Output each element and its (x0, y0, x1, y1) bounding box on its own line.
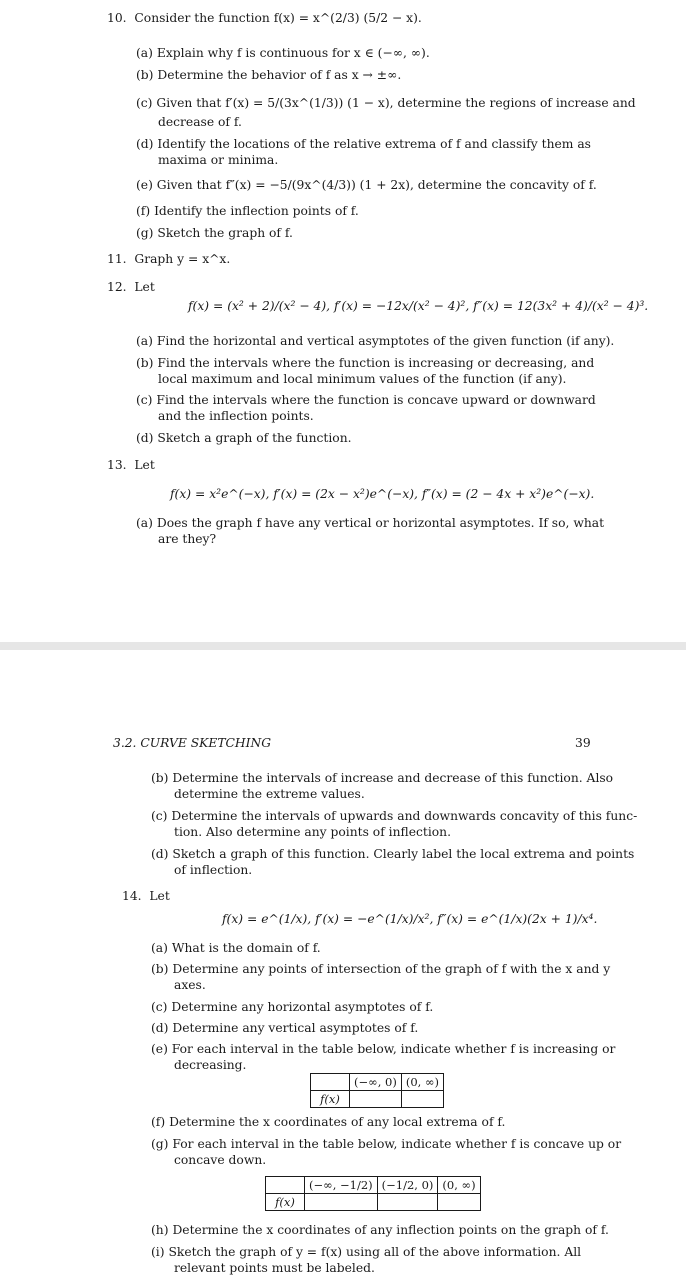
table-header-cell: (0, ∞) (438, 1177, 480, 1194)
p14-b-line2: axes. (174, 978, 206, 992)
problem-10-intro: 10. Consider the function f(x) = x^(2/3) (5/2 − x). (107, 11, 422, 25)
table-answer-cell[interactable] (401, 1091, 443, 1108)
table-corner (266, 1177, 305, 1194)
cont-d-line2: of inflection. (174, 863, 253, 877)
table-corner (311, 1074, 350, 1091)
p14-b-line1: (b) Determine any points of intersection of the graph of f with the x and y (151, 962, 611, 976)
p10-a: (a) Explain why f is continuous for x ∈ (−∞, ∞). (136, 46, 430, 60)
p14-d: (d) Determine any vertical asymptotes of f. (151, 1021, 419, 1035)
p10-f: (f) Identify the inflection points of f. (136, 204, 359, 218)
p13-a-line1: (a) Does the graph f have any vertical or horizontal asymptotes. If so, what (136, 516, 605, 530)
p10-c-line1: (c) Given that f′(x) = 5/(3x^(1/3)) (1 − x), determine the regions of increase and (136, 96, 636, 110)
p14-e-line1: (e) For each interval in the table below, indicate whether f is increasing or (151, 1042, 616, 1056)
table-header-cell: (0, ∞) (401, 1074, 443, 1091)
p14-c: (c) Determine any horizontal asymptotes of f. (151, 1000, 434, 1014)
problem-11: 11. Graph y = x^x. (107, 252, 231, 266)
p10-b: (b) Determine the behavior of f as x → ±∞. (136, 68, 402, 82)
table-answer-cell[interactable] (305, 1194, 378, 1211)
p12-c-line2: and the inflection points. (158, 409, 314, 423)
cont-d-line1: (d) Sketch a graph of this function. Clearly label the local extrema and points (151, 847, 635, 861)
p10-c-line2: decrease of f. (158, 115, 242, 129)
p14-i-line2: relevant points must be labeled. (174, 1261, 375, 1275)
table-answer-cell[interactable] (350, 1091, 402, 1108)
p12-d: (d) Sketch a graph of the function. (136, 431, 352, 445)
p14-g-line2: concave down. (174, 1153, 267, 1167)
p14-a: (a) What is the domain of f. (151, 941, 321, 955)
problem-13-intro: 13. Let (107, 458, 155, 472)
p10-g: (g) Sketch the graph of f. (136, 226, 293, 240)
p10-e: (e) Given that f″(x) = −5/(9x^(4/3)) (1 + 2x), determine the concavity of f. (136, 178, 597, 192)
p14-f: (f) Determine the x coordinates of any local extrema of f. (151, 1115, 506, 1129)
page-2 (0, 650, 686, 1280)
p12-formula: f(x) = (x² + 2)/(x² − 4), f′(x) = −12x/(x² − 4)², f″(x) = 12(3x² + 4)/(x² − 4)³. (188, 299, 649, 313)
page-number: 39 (575, 736, 591, 750)
table-header-cell: (−∞, −1/2) (305, 1177, 378, 1194)
p14-i-line1: (i) Sketch the graph of y = f(x) using all of the above information. All (151, 1245, 582, 1259)
p12-b-line1: (b) Find the intervals where the function is increasing or decreasing, and (136, 356, 595, 370)
section-header: 3.2. CURVE SKETCHING (113, 736, 272, 750)
p13-a-line2: are they? (158, 532, 217, 546)
p13-formula: f(x) = x²e^(−x), f′(x) = (2x − x²)e^(−x), f″(x) = (2 − 4x + x²)e^(−x). (170, 487, 595, 501)
p10-d-line2: maxima or minima. (158, 153, 279, 167)
p14-g-line1: (g) For each interval in the table below, indicate whether f is concave up or (151, 1137, 622, 1151)
p12-c-line1: (c) Find the intervals where the function is concave upward or downward (136, 393, 596, 407)
table-answer-cell[interactable] (438, 1194, 480, 1211)
table-row-label: f(x) (266, 1194, 305, 1211)
p14-e-line2: decreasing. (174, 1058, 247, 1072)
table-row-label: f(x) (311, 1091, 350, 1108)
p14-formula: f(x) = e^(1/x), f′(x) = −e^(1/x)/x², f″(x) = e^(1/x)(2x + 1)/x⁴. (222, 912, 598, 926)
table-header-cell: (−∞, 0) (350, 1074, 402, 1091)
table-header-cell: (−1/2, 0) (377, 1177, 438, 1194)
p12-b-line2: local maximum and local minimum values of the function (if any). (158, 372, 567, 386)
increasing-table (310, 1073, 444, 1108)
problem-14-intro: 14. Let (122, 889, 170, 903)
table-answer-cell[interactable] (377, 1194, 438, 1211)
concavity-table (265, 1176, 481, 1211)
cont-c-line1: (c) Determine the intervals of upwards and downwards concavity of this func- (151, 809, 638, 823)
problem-12-intro: 12. Let (107, 280, 155, 294)
page-separator (0, 642, 686, 650)
cont-b-line2: determine the extreme values. (174, 787, 365, 801)
p14-h: (h) Determine the x coordinates of any inflection points on the graph of f. (151, 1223, 609, 1237)
p10-d-line1: (d) Identify the locations of the relative extrema of f and classify them as (136, 137, 591, 151)
cont-c-line2: tion. Also determine any points of inflection. (174, 825, 451, 839)
p12-a: (a) Find the horizontal and vertical asymptotes of the given function (if any). (136, 334, 615, 348)
cont-b-line1: (b) Determine the intervals of increase and decrease of this function. Also (151, 771, 614, 785)
